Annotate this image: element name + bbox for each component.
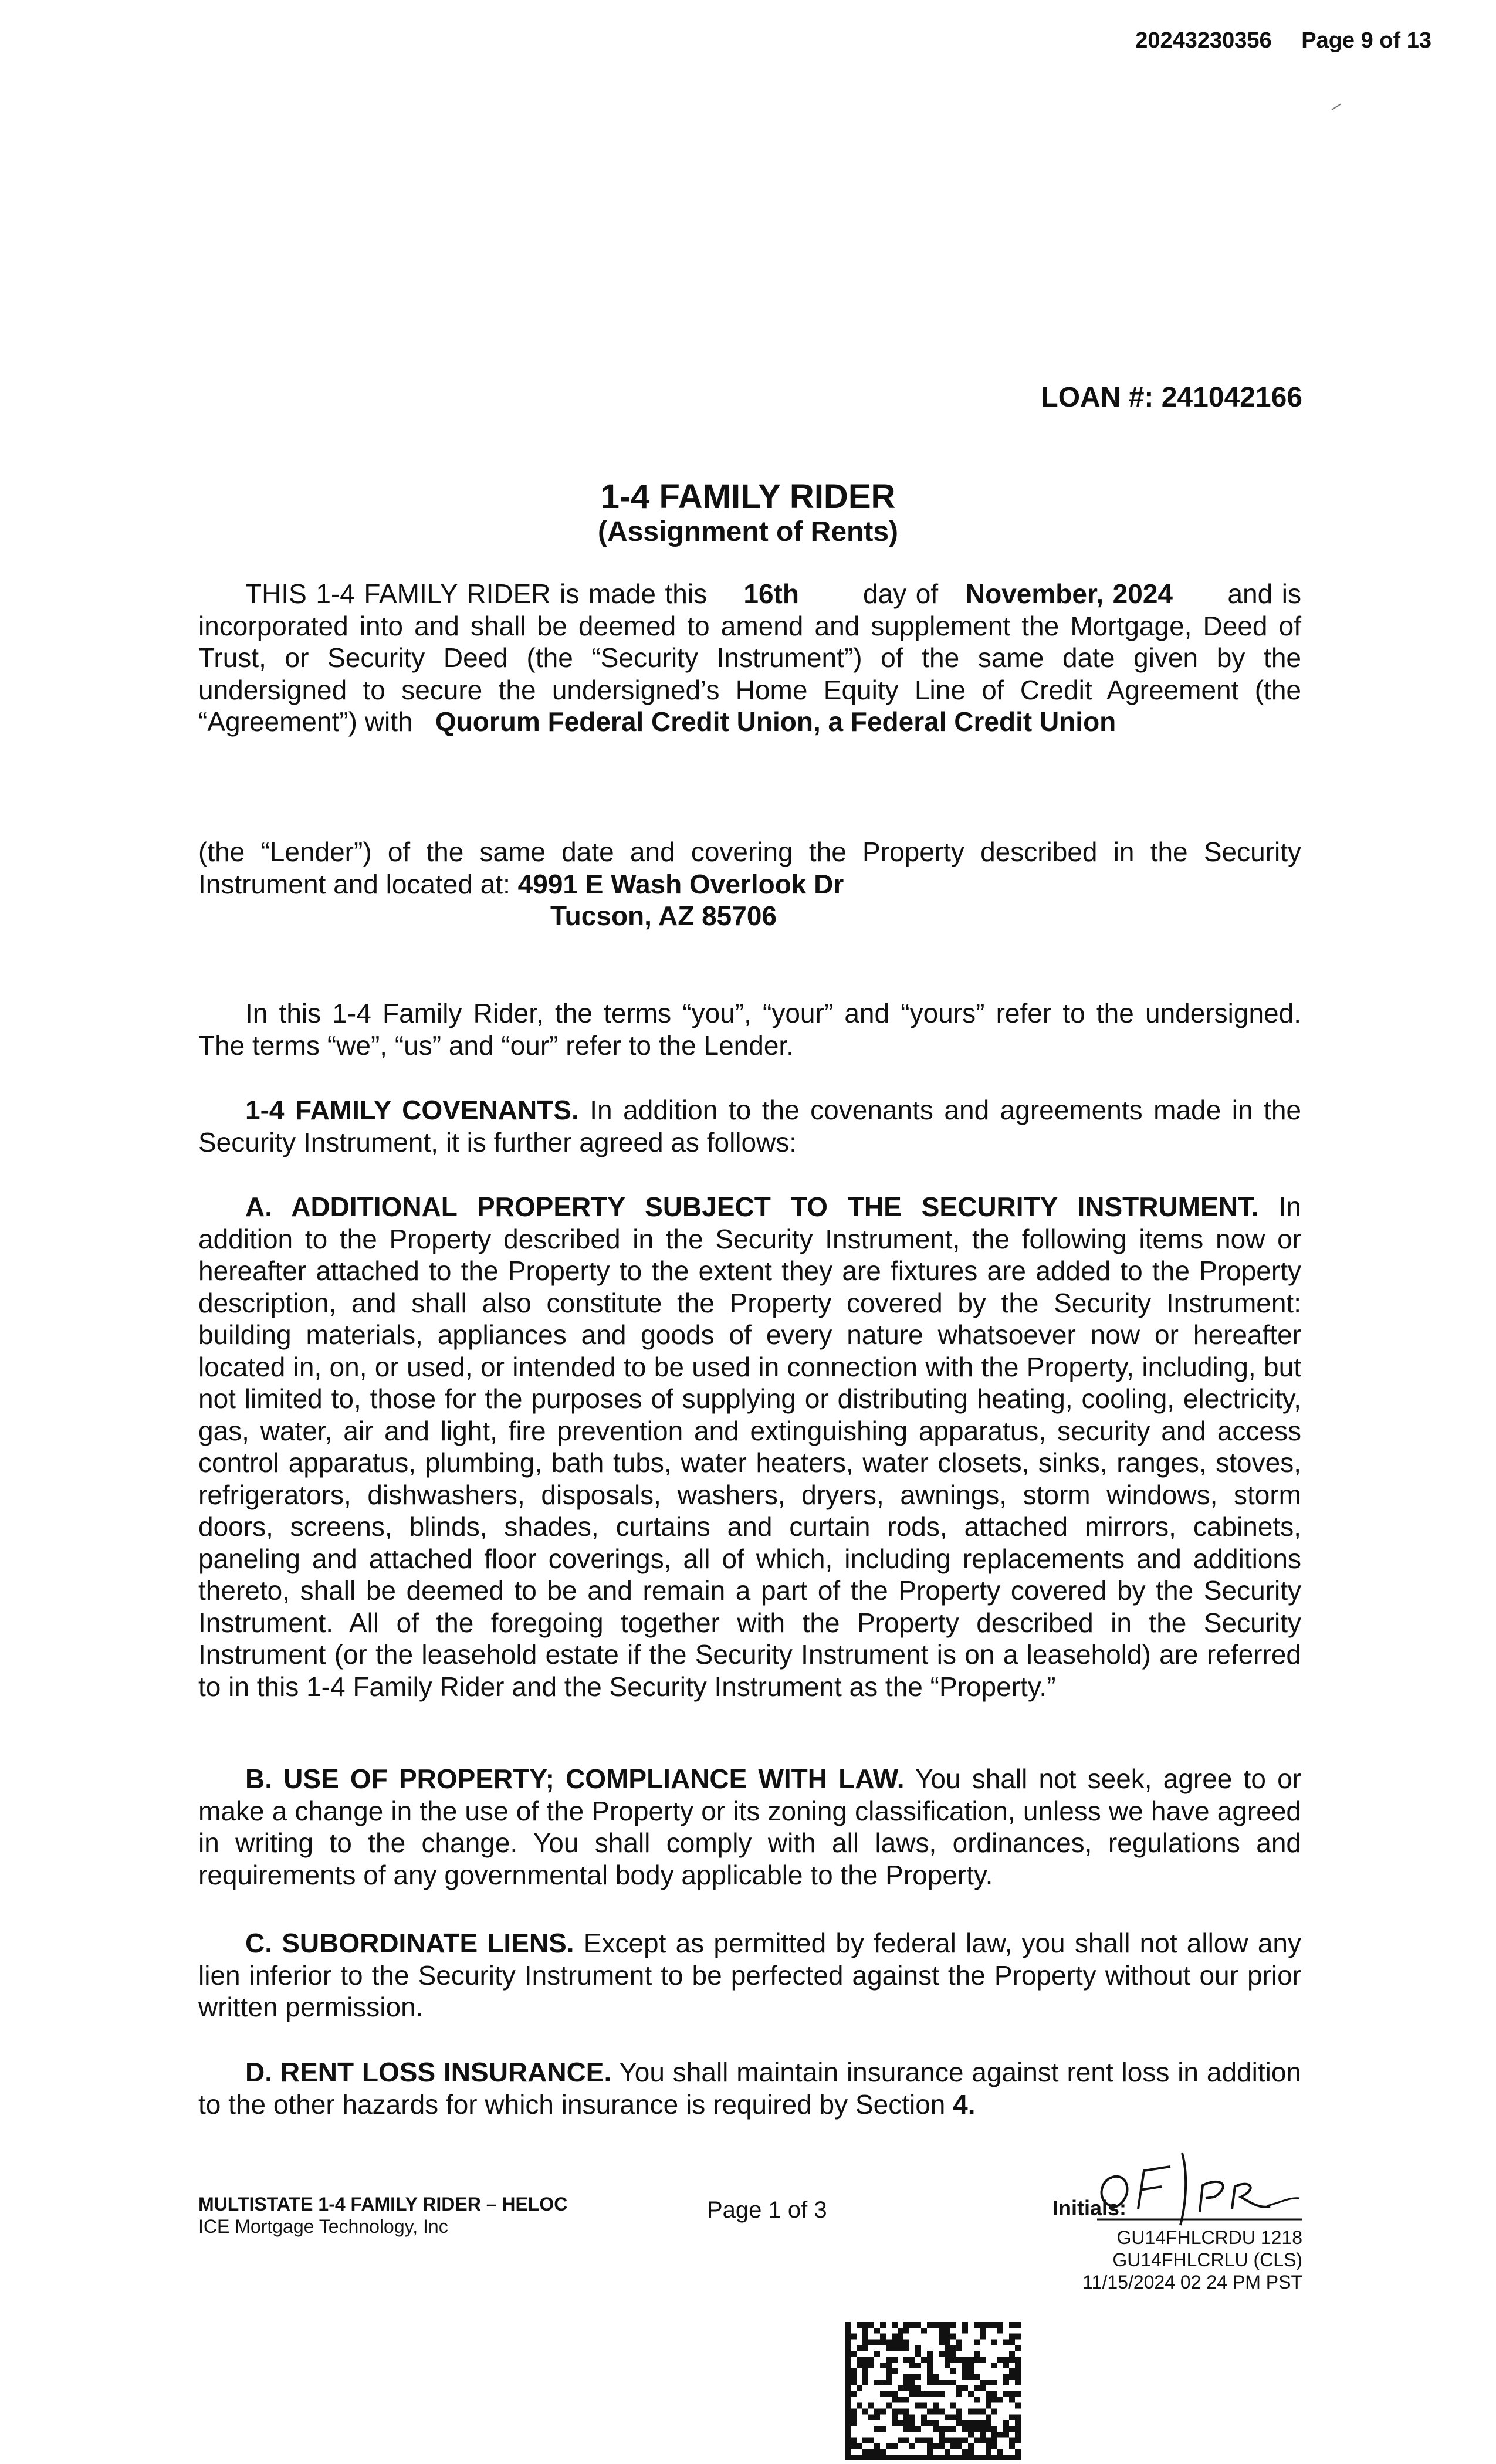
rider-day: 16th [743,578,799,609]
section-d-text: You shall maintain insurance against rent loss in addition to the other hazards for which insurance is required by Section [198,2057,1302,2120]
section-a [198,1191,1301,1703]
section-c-heading: C. SUBORDINATE LIENS. [245,1928,574,1958]
recording-stamp [1135,28,1431,53]
footer-form-name: MULTISTATE 1-4 FAMILY RIDER – HELOC [198,2194,568,2215]
section-b [198,1763,1301,1891]
section-a-heading: A. ADDITIONAL PROPERTY SUBJECT TO THE SECURITY INSTRUMENT. [245,1192,1259,1222]
page-counter: Page 9 of 13 [1301,28,1431,53]
loan-label: LOAN #: [1041,382,1154,413]
initials-signature [1056,2150,1302,2226]
document-subtitle: (Assignment of Rents) [597,516,898,547]
intro-paragraph [198,578,1301,738]
section-d [198,2056,1301,2120]
intro-text-b: day of [863,578,939,609]
section-b-heading: B. USE OF PROPERTY; COMPLIANCE WITH LAW. [245,1764,905,1794]
terms-paragraph: In this 1-4 Family Rider, the terms “you”, “your” and “yours” refer to the undersigned. The terms “we”, “us” and “our” refer to the Lender. [198,998,1301,1061]
scan-mark [1331,103,1342,114]
document-number: 20243230356 [1135,28,1272,53]
property-address-line1: 4991 E Wash Overlook Dr [517,868,844,899]
covenants-paragraph [198,1094,1301,1158]
property-text: (the “Lender”) of the same date and covering the Property described in the Security Instrument and located at: [198,837,1301,899]
footer-company: ICE Mortgage Technology, Inc [198,2216,448,2237]
rider-month-year: November, 2024 [965,578,1173,609]
intro-text-c: and is incorporated into and shall be deemed to amend and supplement the Mortgage, Deed of Trust, or Security Deed (the “Security Instrument”) of the same date given by the undersigned to secure the undersigned’s Home Equity Line of Credit Agreement (the “Agreement”) with [198,578,1302,737]
section-d-ref: 4. [953,2089,976,2120]
initials-label: Initials: [1052,2196,1126,2220]
lender-name: Quorum Federal Credit Union, a Federal Credit Union [435,706,1116,737]
section-d-heading: D. RENT LOSS INSURANCE. [245,2057,612,2087]
footer-timestamp: 11/15/2024 02 24 PM PST [1082,2272,1302,2293]
footer-form-code-2: GU14FHLCRLU (CLS) [1112,2249,1302,2270]
loan-number: 241042166 [1161,382,1302,413]
footer-form-info [198,2193,567,2238]
section-a-text: In addition to the Property described in the Security Instrument, the following items now or hereafter attached to the Property to the extent they are fixtures are added to the Property description, and shall also constitute the Property covered by the Security Instrument: building materials, appliances and goods of every nature whatsoever now or hereafter located in, on, or used, or intended to be used in connection with the Property, including, but not limited to, those for the purposes of supplying or distributing heating, cooling, electricity, gas, water, air and light, fire prevention and extinguishing apparatus, security and access control apparatus, plumbing, bath tubs, water heaters, water closets, sinks, ranges, stoves, refrigerators, dishwashers, disposals, washers, dryers, awnings, storm windows, storm doors, screens, blinds, shades, curtains and curtain rods, attached mirrors, cabinets, paneling and attached floor coverings, all of which, including replacements and additions thereto, shall be deemed to be and remain a part of the Property covered by the Security Instrument. All of the foregoing together with the Property described in the Security Instrument (or the leasehold estate if the Security Instrument is on a leasehold) are referred to in this 1-4 Family Rider and the Security Instrument as the “Property.” [198,1192,1302,1702]
covenants-heading: 1-4 FAMILY COVENANTS. [245,1095,579,1125]
covenants-text: In addition to the covenants and agreements made in the Security Instrument, it is further agreed as follows: [198,1095,1301,1157]
section-c [198,1927,1301,2023]
footer-page-number: Page 1 of 3 [707,2197,827,2223]
footer-form-code-1: GU14FHLCRDU 1218 [1116,2227,1302,2248]
section-c-text: Except as permitted by federal law, you shall not allow any lien inferior to the Security Instrument to be perfected against the Property without our prior written permission. [198,1928,1301,2022]
section-b-text: You shall not seek, agree to or make a change in the use of the Property or its zoning classification, unless we have agreed in writing to the change. You shall comply with all laws, ordinances, regulations and requirements of any governmental body applicable to the Property. [198,1764,1301,1890]
intro-text-a: THIS 1-4 FAMILY RIDER is made this [245,578,708,609]
property-address-line2: Tucson, AZ 85706 [550,901,777,931]
document-title: 1-4 FAMILY RIDER [600,478,896,516]
loan-number-line [1041,381,1302,414]
footer-initials-block [1052,2191,1302,2293]
title-block [0,478,1496,549]
property-paragraph [198,836,1301,932]
barcode-icon [845,2322,1021,2460]
initials-row [1052,2191,1302,2226]
